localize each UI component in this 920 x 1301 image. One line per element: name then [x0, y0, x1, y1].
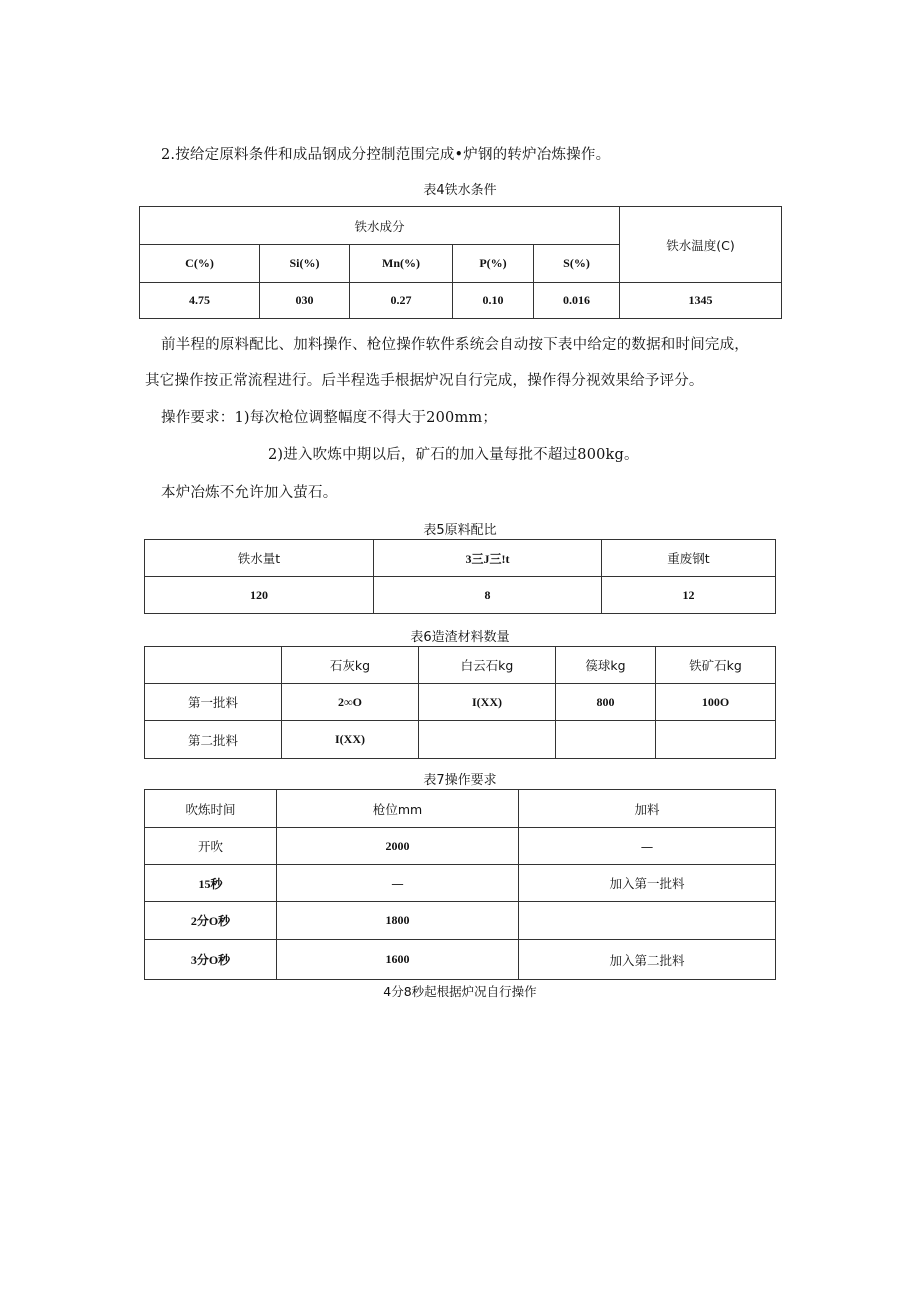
table6-caption: 表6造渣材料数量	[410, 630, 510, 645]
table7-row3-time: 2分O秒	[145, 902, 277, 940]
table6-row1-label: 第一批料	[145, 684, 282, 721]
table4-temp-value: 1345	[620, 283, 782, 319]
table4-value-s: 0.016	[534, 283, 620, 319]
table6-row2-lime: I(XX)	[282, 721, 419, 759]
table6-row1-dolomite: I(XX)	[419, 684, 556, 721]
table6-row1-iron-ore: 100O	[656, 684, 776, 721]
table5-header-heavy-scrap: 重废钢t	[602, 540, 776, 577]
table7-header-lance: 枪位mm	[277, 790, 519, 828]
table4-value-p: 0.10	[453, 283, 534, 319]
table7-row3-lance: 1800	[277, 902, 519, 940]
table7-row2-lance: —	[277, 865, 519, 902]
table7-row4-charge: 加入第二批料	[519, 940, 776, 980]
table5-header-hot-metal: 铁水量t	[145, 540, 374, 577]
table6-row2-pellet	[556, 721, 656, 759]
table4-header-mn: Mn(%)	[350, 245, 453, 283]
table7-row4-time: 3分O秒	[145, 940, 277, 980]
table6-header-dolomite: 白云石kg	[419, 647, 556, 684]
table4-temp-header: 铁水温度(C)	[620, 207, 782, 283]
table4-caption: 表4铁水条件	[423, 183, 497, 198]
no-fluorite-note: 本炉冶炼不允许加入萤石。	[161, 485, 338, 501]
table4-iron-conditions	[139, 206, 782, 319]
table5-value-scrap: 8	[374, 577, 602, 614]
table6-row1-pellet: 800	[556, 684, 656, 721]
table4-group-header: 铁水成分	[140, 207, 620, 245]
table4-header-si: Si(%)	[260, 245, 350, 283]
table4-value-mn: 0.27	[350, 283, 453, 319]
table6-row2-dolomite	[419, 721, 556, 759]
table7-caption: 表7操作要求	[423, 773, 497, 788]
table7-row3-charge	[519, 902, 776, 940]
table7-row1-lance: 2000	[277, 828, 519, 865]
table6-header-iron-ore: 铁矿石kg	[656, 647, 776, 684]
table5-caption: 表5原料配比	[423, 523, 497, 538]
table6-row1-lime: 2∞O	[282, 684, 419, 721]
table4-header-s: S(%)	[534, 245, 620, 283]
requirement-2: 2)进入吹炼中期以后，矿石的加入量每批不超过800kg。	[268, 447, 639, 463]
table7-note: 4分8秒起根据炉况自行操作	[383, 984, 537, 999]
table4-header-c: C(%)	[140, 245, 260, 283]
table6-header-pellet: 篌球kg	[556, 647, 656, 684]
requirement-1: 操作要求：1)每次枪位调整幅度不得大于200mm；	[161, 410, 498, 426]
table7-row1-time: 开吹	[145, 828, 277, 865]
table5-value-heavy-scrap: 12	[602, 577, 776, 614]
table7-row4-lance: 1600	[277, 940, 519, 980]
table4-value-si: 030	[260, 283, 350, 319]
table4-header-p: P(%)	[453, 245, 534, 283]
table6-row2-label: 第二批料	[145, 721, 282, 759]
table7-row1-charge: —	[519, 828, 776, 865]
table7-operation-requirements	[144, 789, 776, 980]
table5-header-scrap: 3三J三!t	[374, 540, 602, 577]
table6-header-empty	[145, 647, 282, 684]
table6-header-lime: 石灰kg	[282, 647, 419, 684]
table7-header-charge: 加料	[519, 790, 776, 828]
table6-row2-iron-ore	[656, 721, 776, 759]
table6-slag-materials	[144, 646, 776, 759]
table7-header-time: 吹炼时间	[145, 790, 277, 828]
table5-value-hot-metal: 120	[145, 577, 374, 614]
table4-value-c: 4.75	[140, 283, 260, 319]
intro-text: 2.按给定原料条件和成品钢成分控制范围完成•炉钢的转炉冶炼操作。	[161, 147, 611, 163]
paragraph-line-1: 前半程的原料配比、加料操作、枪位操作软件系统会自动按下表中给定的数据和时间完成，	[161, 337, 749, 353]
paragraph-line-2: 其它操作按正常流程进行。后半程选手根据炉况自行完成，操作得分视效果给予评分。	[145, 373, 704, 389]
table7-row2-time: 15秒	[145, 865, 277, 902]
table5-raw-material-ratio	[144, 539, 776, 614]
table7-row2-charge: 加入第一批料	[519, 865, 776, 902]
